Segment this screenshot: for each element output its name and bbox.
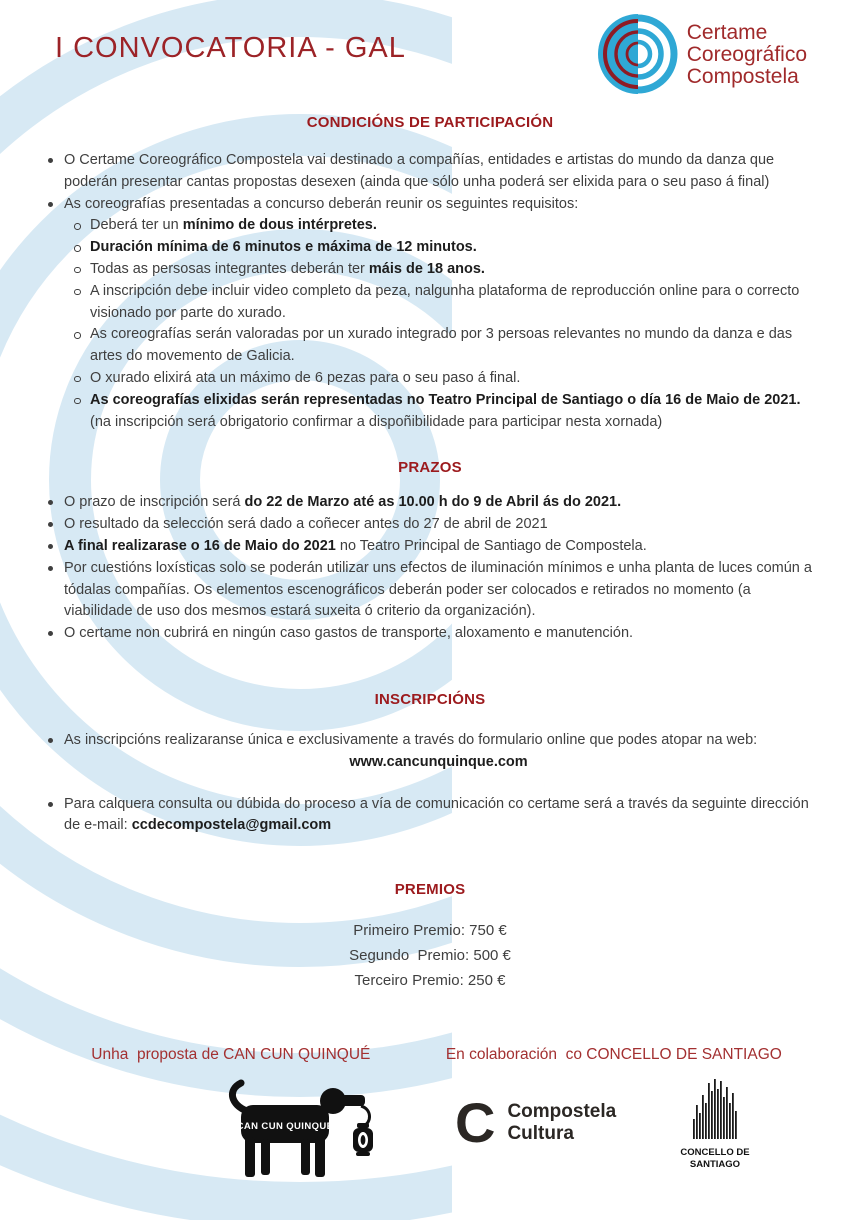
section-heading-inscripcions: INSCRIPCIÓNS: [374, 690, 486, 708]
credit-concello-santiago: En colaboración co CONCELLO DE SANTIAGO: [445, 1046, 782, 1064]
flyer-header: [47, 0, 813, 100]
sub-bullet-item: Todas as persosas integrantes deberán ter máis de 18 anos.: [73, 259, 813, 281]
bullet-item: O resultado da selección será dado a coñecer antes do 27 de abril de 2021: [47, 514, 813, 536]
certame-logo: [598, 12, 807, 96]
dog-logo-label: CAN CUN QUINQUÉ: [236, 1121, 334, 1133]
sub-bullet-item: As coreografías serán valoradas por un xurado integrado por 3 persoas relevantes no mundo da danza e das artes do movemento de Galicia.: [73, 324, 813, 368]
sub-bullet-item: Deberá ter un mínimo de dous intérpretes.: [73, 215, 813, 237]
certame-logo-mark-icon: [598, 12, 678, 96]
section-heading-prazos: PRAZOS: [398, 459, 462, 477]
prizes-block: [47, 918, 813, 993]
website-url: www.cancunquinque.com: [349, 753, 528, 770]
sub-bullet-item: As coreografías elixidas serán representadas no Teatro Principal de Santiago o día 16 de Maio de 2021. (na inscripción será obrigatorio confirmar a dispoñibilidade para participar nesta xornada): [73, 390, 813, 434]
page-title: I CONVOCATORIA - GAL: [55, 32, 406, 64]
bullet-item: O Certame Coreográfico Compostela vai destinado a compañías, entidades e artistas do mundo da danza que poderán presentar cantas propostas desexen (ainda que sólo unha poderá ser elixida para o seu paso á final): [47, 150, 813, 194]
email-address: ccdecompostela@gmail.com: [131, 817, 332, 834]
sub-bullet-item: O xurado elixirá ata un máximo de 6 pezas para o seu paso á final.: [73, 368, 813, 390]
bullet-item: A final realizarase o 16 de Maio do 2021 no Teatro Principal de Santiago de Compostela.: [47, 536, 813, 558]
bullet-item: As inscripcións realizaranse única e exclusivamente a través do formulario online que podes atopar na web: www.cancunquinque.com: [47, 730, 813, 774]
condicions-list: [47, 150, 813, 433]
compostela-cultura-logo: [455, 1091, 617, 1155]
dog-tail: [232, 1083, 247, 1111]
certame-logo-line3: Compostela: [686, 65, 799, 88]
compostela-cultura-wordmark: Compostela Cultura: [507, 1101, 617, 1145]
inscripcions-list: [47, 730, 813, 837]
bullet-item: As coreografías presentadas a concurso deberán reunir os seguintes requisitos:: [47, 194, 813, 216]
condicions-sublist: [73, 215, 813, 433]
bullet-item: O certame non cubrirá en ningún caso gastos de transporte, aloxamento e manutención.: [47, 623, 813, 645]
credit-can-cun-quinque: Unha proposta de CAN CUN QUINQUÉ: [91, 1046, 371, 1064]
concello-spires-icon: [665, 1079, 765, 1179]
concello-line2: SANTIAGO: [689, 1159, 741, 1171]
sub-bullet-item: A inscripción debe incluir video completo da peza, nalgunha plataforma de reproducción online para o correcto visionado por parte do xurado.: [73, 281, 813, 325]
compostela-c-mark: C: [455, 1091, 496, 1155]
can-cun-quinque-dog-logo-icon: [215, 1079, 375, 1179]
certame-logo-line1: Certame: [686, 21, 768, 44]
concello-line1: CONCELLO DE: [680, 1147, 750, 1159]
bullet-item: Por cuestións loxísticas solo se poderán utilizar uns efectos de iluminación mínimos e unha planta de luces común a tódalas compañías. Os elementos escenográficos deberán poder ser colocados e retirados no momento (a viabilidade de uso dos mesmos estará suxeita ó criterio da organización).: [47, 558, 813, 623]
certame-logo-wordmark: [687, 22, 807, 96]
concello-santiago-logo: [665, 1079, 765, 1184]
section-heading-premios: PREMIOS: [394, 881, 466, 899]
section-heading-condicions: CONDICIÓNS DE PARTICIPACIÓN: [306, 114, 554, 131]
footer-logos: [47, 1079, 813, 1185]
footer-credits: [47, 1045, 813, 1065]
bullet-item: Para calquera consulta ou dúbida do proceso a vía de comunicación co certame será a través da seguinte dirección de e-mail: ccdecompostela@gmail.com: [47, 794, 813, 838]
sub-bullet-item: Duración mínima de 6 minutos e máxima de 12 minutos.: [73, 237, 813, 259]
prize-line-second: Segundo Premio: 500 €: [349, 947, 511, 965]
prize-line-third: Terceiro Premio: 250 €: [354, 972, 506, 990]
certame-logo-line2: Coreográfico: [686, 43, 807, 66]
prazos-list: [47, 492, 813, 645]
prize-line-first: Primeiro Premio: 750 €: [353, 922, 507, 940]
bullet-item: O prazo de inscripción será do 22 de Marzo até as 10.00 h do 9 de Abril ás do 2021.: [47, 492, 813, 514]
